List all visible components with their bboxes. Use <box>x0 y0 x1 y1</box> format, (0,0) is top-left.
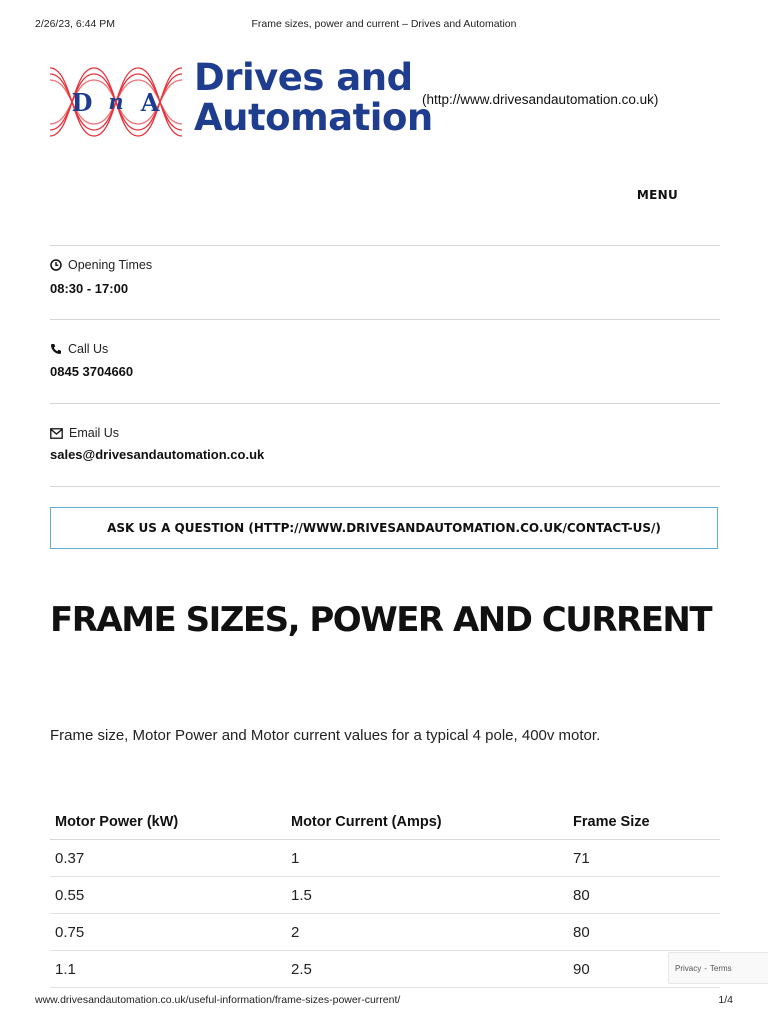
table-cell: 2.5 <box>286 951 568 988</box>
opening-times-value: 08:30 - 17:00 <box>50 281 129 296</box>
envelope-icon <box>50 428 63 439</box>
logo-line-1: Drives and <box>194 56 413 99</box>
menu-button[interactable]: MENU <box>636 188 678 202</box>
email-address[interactable]: sales@drivesandautomation.co.uk <box>50 447 265 462</box>
divider <box>50 245 720 246</box>
table-cell: 80 <box>568 877 720 914</box>
ask-question-button[interactable]: ASK US A QUESTION (HTTP://WWW.DRIVESANDAUTOMATION.CO.UK/CONTACT-US/) <box>50 507 718 549</box>
page-title: FRAME SIZES, POWER AND CURRENT <box>50 600 712 640</box>
table-cell: 1 <box>286 840 568 877</box>
recaptcha-separator: - <box>704 963 707 973</box>
divider <box>50 403 720 404</box>
table-cell: 80 <box>568 914 720 951</box>
privacy-link[interactable]: Privacy <box>675 963 702 973</box>
divider <box>50 486 720 487</box>
logo-line-2: Automation <box>194 96 433 139</box>
table-cell: 71 <box>568 840 720 877</box>
table-row <box>50 951 720 988</box>
email-us-label: Email Us <box>69 426 120 440</box>
logo-url-link[interactable]: (http://www.drivesandautomation.co.uk) <box>422 92 659 107</box>
print-url: www.drivesandautomation.co.uk/useful-information/frame-sizes-power-current/ <box>35 994 401 1006</box>
table-cell: 2 <box>286 914 568 951</box>
logo-wordmark <box>194 58 433 138</box>
logo-letter-a: A <box>140 88 160 117</box>
call-us-label: Call Us <box>68 342 109 356</box>
opening-times-label: Opening Times <box>68 258 153 272</box>
page-number: 1/4 <box>718 994 733 1006</box>
frame-size-table <box>50 804 720 988</box>
column-header: Motor Power (kW) <box>50 804 286 840</box>
recaptcha-badge <box>668 952 768 984</box>
table-row <box>50 914 720 951</box>
terms-link[interactable]: Terms <box>709 963 732 973</box>
table-cell: 1.1 <box>50 951 286 988</box>
dna-logo-icon <box>50 60 184 144</box>
phone-icon <box>50 343 62 355</box>
table-cell: 90 <box>568 951 720 988</box>
clock-icon <box>50 259 62 271</box>
site-header <box>50 58 710 148</box>
intro-text: Frame size, Motor Power and Motor current values for a typical 4 pole, 400v motor. <box>50 727 601 744</box>
column-header: Frame Size <box>568 804 720 840</box>
print-date: 2/26/23, 6:44 PM <box>35 18 115 30</box>
table-row <box>50 877 720 914</box>
logo-letter-n: n <box>108 89 124 114</box>
print-title: Frame sizes, power and current – Drives and Automation <box>251 18 517 30</box>
table-cell: 0.75 <box>50 914 286 951</box>
print-footer <box>35 994 733 1008</box>
phone-number[interactable]: 0845 3704660 <box>50 364 134 379</box>
table-cell: 1.5 <box>286 877 568 914</box>
table-cell: 0.55 <box>50 877 286 914</box>
column-header: Motor Current (Amps) <box>286 804 568 840</box>
table-cell: 0.37 <box>50 840 286 877</box>
logo-letter-d: D <box>71 88 93 117</box>
print-header <box>35 18 733 32</box>
divider <box>50 319 720 320</box>
table-row <box>50 840 720 877</box>
table-header-row <box>50 804 720 840</box>
